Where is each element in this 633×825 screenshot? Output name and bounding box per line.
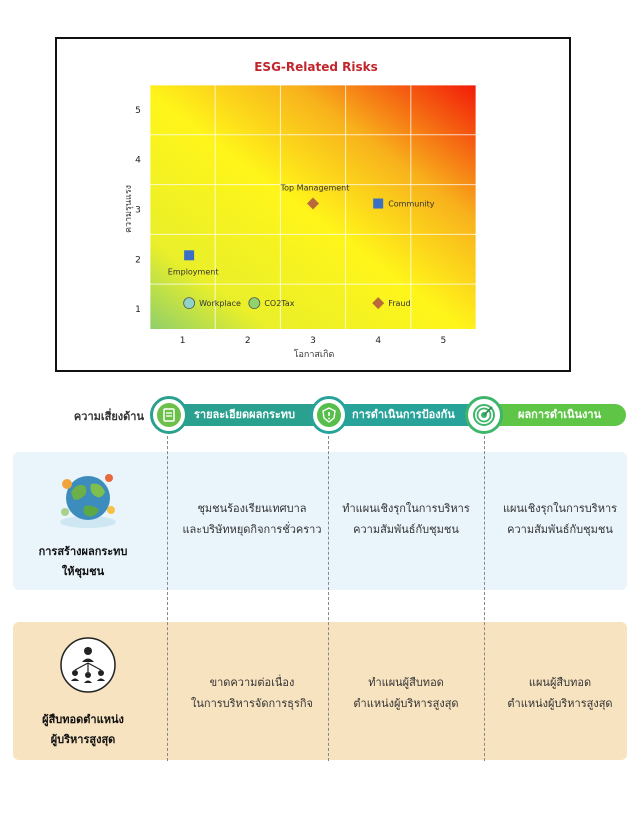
point-marker bbox=[184, 250, 194, 260]
row-title-community: การสร้างผลกระทบ ให้ชุมชน bbox=[38, 545, 128, 578]
row-title-succession: ผู้สืบทอดตำแหน่ง ผู้บริหารสูงสุด bbox=[42, 713, 124, 746]
point-label: Fraud bbox=[388, 299, 411, 309]
org-hierarchy-icon bbox=[59, 636, 117, 694]
document-icon bbox=[150, 396, 188, 434]
y-tick-label: 3 bbox=[135, 205, 141, 216]
header-prevention: การดำเนินการป้องกัน bbox=[318, 404, 486, 426]
x-axis-label: โอกาสเกิด bbox=[293, 350, 335, 360]
point-marker bbox=[373, 199, 383, 209]
risk-chart-frame bbox=[55, 37, 571, 372]
risk-column-label: ความเสี่ยงด้าน bbox=[73, 410, 144, 423]
header-impact-details: รายละเอียดผลกระทบ bbox=[162, 404, 337, 426]
risk-row-succession bbox=[13, 622, 627, 760]
chart-title: ESG-Related Risks bbox=[254, 60, 378, 74]
x-tick-label: 3 bbox=[310, 336, 316, 346]
impact-succession: ขาดความต่อเนื่อง ในการบริหารจัดการธุรกิจ bbox=[191, 676, 313, 710]
point-marker bbox=[184, 298, 195, 309]
y-tick-label: 1 bbox=[135, 305, 141, 316]
column-divider-1 bbox=[167, 436, 168, 761]
header-results: ผลการดำเนินงาน bbox=[472, 404, 626, 426]
point-label: CO2Tax bbox=[264, 299, 295, 309]
point-label: Workplace bbox=[199, 299, 241, 309]
y-axis-label: ความรุนแรง bbox=[124, 184, 134, 234]
y-tick-label: 4 bbox=[135, 155, 141, 166]
impact-community: ชุมชนร้องเรียนเทศบาล และบริษัทหยุดกิจการชั่วคราว bbox=[182, 502, 322, 536]
point-label: Employment bbox=[167, 267, 219, 277]
result-succession: แผนผู้สืบทอด ตำแหน่งผู้บริหารสูงสุด bbox=[507, 676, 613, 710]
column-divider-2 bbox=[328, 436, 329, 761]
point-label: Community bbox=[388, 199, 435, 209]
column-divider-3 bbox=[484, 436, 485, 761]
y-tick-label: 2 bbox=[135, 255, 141, 266]
x-tick-label: 1 bbox=[179, 336, 186, 346]
risk-chart bbox=[57, 39, 569, 370]
prevention-succession: ทำแผนผู้สืบทอด ตำแหน่งผู้บริหารสูงสุด bbox=[353, 676, 459, 710]
x-tick-label: 4 bbox=[375, 336, 382, 346]
risk-row-community bbox=[13, 452, 627, 590]
result-community: แผนเชิงรุกในการบริหาร ความสัมพันธ์กับชุมชน bbox=[502, 502, 618, 536]
point-label: Top Management bbox=[280, 183, 350, 193]
prevention-community: ทำแผนเชิงรุกในการบริหาร ความสัมพันธ์กับชุมชน bbox=[342, 502, 470, 536]
target-icon bbox=[465, 396, 503, 434]
x-tick-label: 2 bbox=[244, 336, 251, 346]
x-tick-label: 5 bbox=[440, 336, 447, 346]
globe-community-icon bbox=[55, 464, 121, 530]
y-tick-label: 5 bbox=[135, 105, 141, 116]
warning-shield-icon bbox=[310, 396, 348, 434]
point-marker bbox=[249, 298, 260, 309]
